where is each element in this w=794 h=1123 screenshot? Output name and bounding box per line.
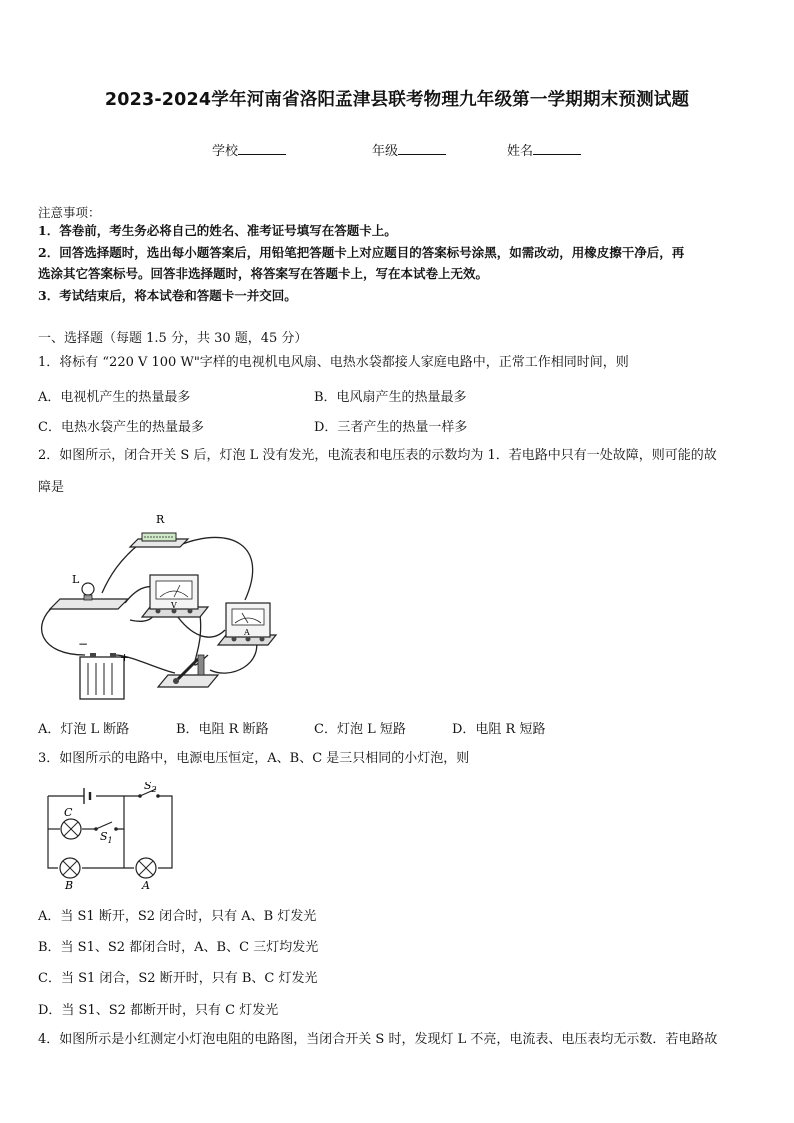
q1-option-c: C．电热水袋产生的热量最多 [38, 420, 204, 435]
page-title: 2023-2024学年河南省洛阳孟津县联考物理九年级第一学期期末预测试题 [104, 90, 690, 110]
label-s2: $S_2$ [144, 782, 157, 794]
q3-option-c: C．当 S1 闭合，S2 断开时，只有 B、C 灯发光 [38, 971, 318, 986]
q1-option-d: D．三者产生的热量一样多 [314, 420, 468, 435]
resistor-component [130, 533, 188, 547]
lamp-b-symbol [60, 858, 80, 878]
grade-field [372, 140, 446, 159]
label-r: R [156, 513, 165, 526]
battery-symbol [84, 788, 90, 804]
lamp-c-symbol [61, 819, 81, 839]
q2-option-c: C．灯泡 L 短路 [314, 722, 406, 737]
school-blank [238, 142, 286, 155]
q1-option-a: A．电视机产生的热量最多 [38, 390, 191, 405]
name-field [507, 140, 581, 159]
school-field [212, 140, 286, 159]
label-l: L [72, 573, 80, 586]
q3-option-d: D．当 S1、S2 都断开时，只有 C 灯发光 [38, 1003, 279, 1018]
notice-title: 注意事项： [38, 205, 101, 220]
notice-item-2-line-1: 2．回答选择题时，选出每小题答案后，用铅笔把答题卡上对应题目的答案标号涂黑，如需改动，用橡皮擦干净后，再 [38, 245, 685, 260]
wire [48, 796, 58, 868]
q2-option-d: D．电阻 R 短路 [452, 722, 546, 737]
voltmeter-component [142, 575, 208, 617]
wire [102, 545, 138, 593]
grade-label: 年级 [372, 144, 399, 159]
name-label: 姓名 [507, 144, 534, 159]
label-minus: − [78, 637, 89, 651]
wire [116, 796, 124, 829]
label-plus: + [120, 651, 130, 664]
name-blank [533, 142, 581, 155]
q2-stem-line-1: 2．如图所示，闭合开关 S 后，灯泡 L 没有发光，电流表和电压表的示数均为 1．若电路中只有一处故障，则可能的故 [38, 448, 717, 463]
section-heading: 一、选择题（每题 1.5 分，共 30 题，45 分） [38, 331, 308, 346]
notice-item-1: 1．答卷前，考生务必将自己的姓名、准考证号填写在答题卡上。 [38, 223, 397, 238]
notice-item-2-line-2: 选涂其它答案标号。回答非选择题时，将答案写在答题卡上，写在本试卷上无效。 [38, 266, 489, 281]
q3-stem: 3．如图所示的电路中，电源电压恒定，A、B、C 是三只相同的小灯泡，则 [38, 751, 470, 766]
q2-option-a: A．灯泡 L 断路 [38, 722, 130, 737]
q2-option-b: B．电阻 R 断路 [176, 722, 269, 737]
label-a-lamp: A [142, 879, 150, 892]
battery-component [80, 653, 124, 699]
lamp-a-symbol [136, 858, 156, 878]
label-b: B [65, 879, 74, 892]
ammeter-component [218, 603, 276, 645]
q3-option-b: B．当 S1、S2 都闭合时，A、B、C 三灯均发光 [38, 940, 319, 955]
school-label: 学校 [212, 144, 239, 159]
label-a: A [244, 628, 250, 637]
notice-item-3: 3．考试结束后，将本试卷和答题卡一并交回。 [38, 288, 297, 303]
q4-stem: 4．如图所示是小红测定小灯泡电阻的电路图，当闭合开关 S 时，发现灯 L 不亮，电流表、电压表均无示数．若电路故 [38, 1032, 718, 1047]
label-s1: $S_1$ [100, 830, 113, 845]
q1-option-b: B．电风扇产生的热量最多 [314, 390, 467, 405]
q3-option-a: A．当 S1 断开，S2 闭合时，只有 A、B 灯发光 [38, 909, 317, 924]
label-v: V [171, 601, 177, 610]
lamp-component [50, 583, 128, 609]
grade-blank [398, 142, 446, 155]
q2-stem-line-2: 障是 [38, 480, 65, 495]
wire [158, 796, 172, 868]
q1-stem: 1．将标有 “220 V 100 W"字样的电视机电风扇、电热水袋都接人家庭电路中，正常工作相同时间，则 [38, 355, 629, 370]
q3-circuit-figure [36, 782, 186, 892]
label-c: C [64, 806, 73, 819]
q2-circuit-figure [30, 505, 290, 705]
